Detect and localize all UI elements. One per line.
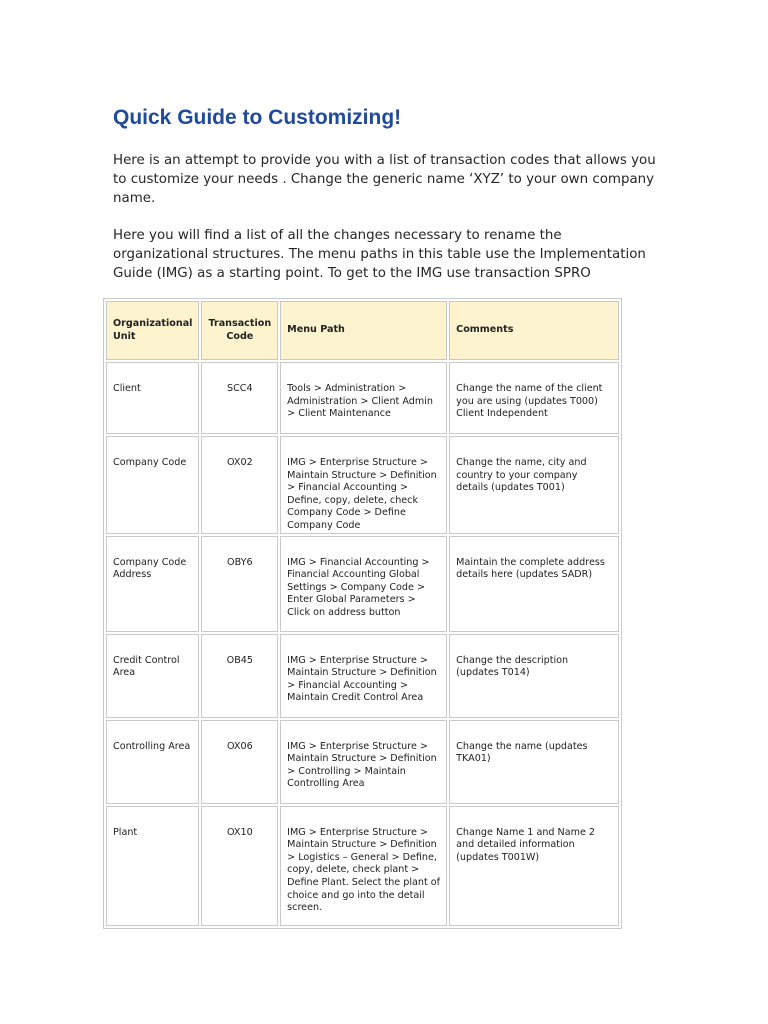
cell-transaction-code: OB45	[201, 634, 278, 718]
description-paragraph: Here you will find a list of all the changes necessary to rename the organizational structures. The menu paths in this table use the Implementation Guide (IMG) as a starting point. To get to the IMG use transaction SPRO	[113, 228, 646, 281]
header-menu-path: Menu Path	[280, 301, 447, 360]
table-row	[106, 634, 619, 718]
cell-comments: Change Name 1 and Name 2 and detailed information (updates T001W)	[449, 806, 619, 926]
cell-transaction-code: OBY6	[201, 536, 278, 632]
page-title: Quick Guide to Customizing!	[113, 106, 402, 129]
cell-org-unit: Plant	[106, 806, 199, 926]
cell-comments: Change the name, city and country to your company details (updates T001)	[449, 436, 619, 534]
cell-menu-path: IMG > Enterprise Structure > Maintain Structure > Definition > Logistics – General > Define, copy, delete, check plant > Define Plant. Select the plant of choice and go into the detail screen.	[280, 806, 447, 926]
header-transaction-code: Transaction Code	[201, 301, 278, 360]
header-comments: Comments	[449, 301, 619, 360]
table-row	[106, 720, 619, 804]
customizing-table	[103, 298, 622, 929]
cell-comments: Maintain the complete address details here (updates SADR)	[449, 536, 619, 632]
cell-org-unit: Credit Control Area	[106, 634, 199, 718]
cell-org-unit: Controlling Area	[106, 720, 199, 804]
table-header-row	[106, 301, 619, 360]
table-row	[106, 436, 619, 534]
cell-org-unit: Company Code	[106, 436, 199, 534]
cell-org-unit: Company Code Address	[106, 536, 199, 632]
cell-transaction-code: SCC4	[201, 362, 278, 434]
cell-menu-path: Tools > Administration > Administration > Client Admin > Client Maintenance	[280, 362, 447, 434]
cell-menu-path: IMG > Enterprise Structure > Maintain Structure > Definition > Financial Accounting > Maintain Credit Control Area	[280, 634, 447, 718]
table-row	[106, 362, 619, 434]
cell-transaction-code: OX10	[201, 806, 278, 926]
table-row	[106, 806, 619, 926]
cell-menu-path: IMG > Financial Accounting > Financial Accounting Global Settings > Company Code > Enter Global Parameters > Click on address button	[280, 536, 447, 632]
cell-menu-path: IMG > Enterprise Structure > Maintain Structure > Definition > Financial Accounting > Define, copy, delete, check Company Code > Define Company Code	[280, 436, 447, 534]
cell-transaction-code: OX02	[201, 436, 278, 534]
table-row	[106, 536, 619, 632]
cell-org-unit: Client	[106, 362, 199, 434]
cell-comments: Change the name (updates TKA01)	[449, 720, 619, 804]
cell-menu-path: IMG > Enterprise Structure > Maintain Structure > Definition > Controlling > Maintain Controlling Area	[280, 720, 447, 804]
cell-transaction-code: OX06	[201, 720, 278, 804]
header-org-unit: Organizational Unit	[106, 301, 199, 360]
cell-comments: Change the description (updates T014)	[449, 634, 619, 718]
intro-paragraph: Here is an attempt to provide you with a list of transaction codes that allows you to customize your needs . Change the generic name ‘XYZ’ to your own company name.	[113, 153, 656, 206]
cell-comments: Change the name of the client you are using (updates T000) Client Independent	[449, 362, 619, 434]
